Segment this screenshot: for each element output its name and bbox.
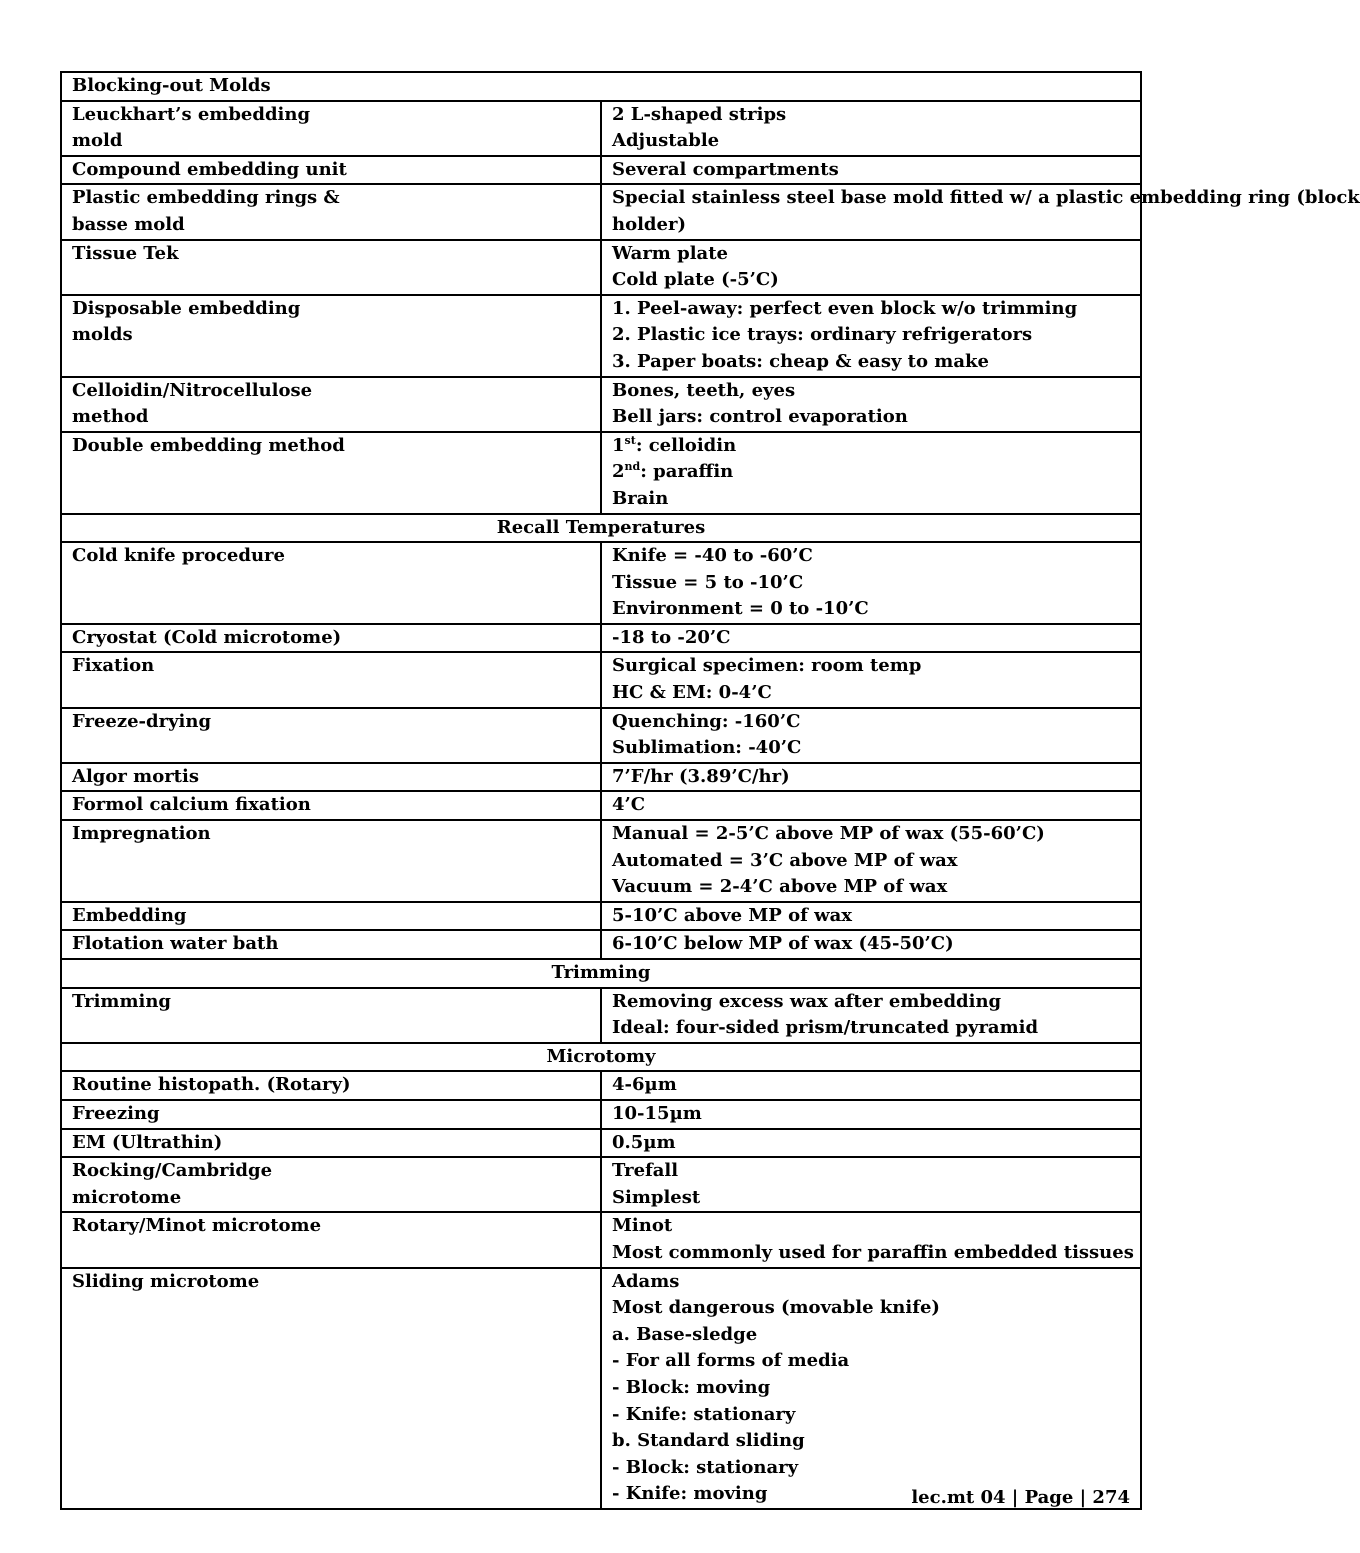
description-cell bbox=[601, 1268, 1141, 1509]
description-cell bbox=[601, 652, 1141, 707]
description-line: Environment = 0 to -10’C bbox=[612, 598, 869, 620]
term-line: Algor mortis bbox=[72, 765, 199, 787]
description-line: Trefall bbox=[612, 1160, 679, 1182]
description-line: Brain bbox=[612, 487, 669, 509]
table-row bbox=[61, 432, 1141, 514]
description-line: 10-15µm bbox=[612, 1102, 702, 1124]
table-row bbox=[61, 791, 1141, 820]
term-line: molds bbox=[72, 324, 133, 346]
description-line bbox=[612, 433, 1130, 460]
section-header-row bbox=[61, 1043, 1141, 1072]
term-cell bbox=[61, 1268, 601, 1509]
description-line: - Block: moving bbox=[612, 1376, 771, 1398]
description-cell bbox=[601, 1071, 1141, 1100]
term-line: Flotation water bath bbox=[72, 933, 279, 955]
term-line: Cryostat (Cold microtome) bbox=[72, 626, 342, 648]
description-line: Several compartments bbox=[612, 158, 839, 180]
table-row bbox=[61, 902, 1141, 931]
description-line: Removing excess wax after embedding bbox=[612, 990, 1002, 1012]
description-line: 4’C bbox=[612, 794, 646, 816]
description-line: 5-10’C above MP of wax bbox=[612, 904, 852, 926]
description-line: - Knife: stationary bbox=[612, 1403, 796, 1425]
table-row bbox=[61, 624, 1141, 653]
table-row bbox=[61, 240, 1141, 295]
description-cell bbox=[601, 820, 1141, 902]
description-line: 7’F/hr (3.89’C/hr) bbox=[612, 765, 790, 787]
term-line: Impregnation bbox=[72, 823, 211, 845]
description-cell bbox=[601, 902, 1141, 931]
description-cell bbox=[601, 432, 1141, 514]
description-line: -18 to -20’C bbox=[612, 626, 731, 648]
term-cell bbox=[61, 377, 601, 432]
description-line: Minot bbox=[612, 1215, 673, 1237]
description-line: - Knife: moving bbox=[612, 1483, 768, 1505]
ordinal-text: : celloidin bbox=[635, 434, 737, 456]
table-body bbox=[61, 72, 1360, 1509]
term-line: basse mold bbox=[72, 213, 185, 235]
description-line: Most dangerous (movable knife) bbox=[612, 1297, 940, 1319]
description-line: Bones, teeth, eyes bbox=[612, 379, 796, 401]
table-row bbox=[61, 1071, 1141, 1100]
table-row bbox=[61, 542, 1141, 624]
description-cell bbox=[601, 708, 1141, 763]
term-line: Freeze-drying bbox=[72, 710, 212, 732]
ordinal-suffix: nd bbox=[624, 460, 641, 474]
term-cell bbox=[61, 295, 601, 377]
term-cell bbox=[61, 1129, 601, 1158]
section-header: Recall Temperatures bbox=[61, 514, 1141, 543]
table-row bbox=[61, 708, 1141, 763]
term-cell bbox=[61, 101, 601, 156]
ordinal-number: 1 bbox=[612, 434, 625, 456]
term-cell bbox=[61, 240, 601, 295]
term-cell bbox=[61, 184, 601, 239]
description-line: Bell jars: control evaporation bbox=[612, 406, 908, 428]
term-cell bbox=[61, 930, 601, 959]
ordinal-suffix: st bbox=[624, 433, 636, 447]
term-cell bbox=[61, 432, 601, 514]
term-line: Double embedding method bbox=[72, 434, 345, 456]
description-line: Simplest bbox=[612, 1186, 701, 1208]
term-line: Leuckhart’s embedding bbox=[72, 103, 311, 125]
page-footer: lec.mt 04 | Page | 274 bbox=[911, 1487, 1130, 1508]
description-line: Manual = 2-5’C above MP of wax (55-60’C) bbox=[612, 823, 1045, 845]
description-line: Special stainless steel base mold fitted w/ a plastic embedding ring (block bbox=[612, 187, 1360, 209]
description-line: Automated = 3’C above MP of wax bbox=[612, 849, 958, 871]
term-cell bbox=[61, 1100, 601, 1129]
description-line: HC & EM: 0-4’C bbox=[612, 682, 772, 704]
term-cell bbox=[61, 1071, 601, 1100]
description-line: 0.5µm bbox=[612, 1131, 676, 1153]
table-row bbox=[61, 988, 1141, 1043]
table-row bbox=[61, 763, 1141, 792]
section-header: Trimming bbox=[61, 959, 1141, 988]
term-line: Disposable embedding bbox=[72, 297, 301, 319]
description-line: Sublimation: -40’C bbox=[612, 737, 802, 759]
description-cell bbox=[601, 240, 1141, 295]
term-line: Cold knife procedure bbox=[72, 545, 285, 567]
description-line: Surgical specimen: room temp bbox=[612, 655, 922, 677]
description-cell bbox=[601, 624, 1141, 653]
table-row bbox=[61, 1129, 1141, 1158]
term-line: Compound embedding unit bbox=[72, 158, 347, 180]
term-cell bbox=[61, 156, 601, 185]
term-line: microtome bbox=[72, 1186, 182, 1208]
term-line: EM (Ultrathin) bbox=[72, 1131, 223, 1153]
notes-table bbox=[60, 71, 1360, 1510]
ordinal-text: : paraffin bbox=[640, 461, 734, 483]
table-row bbox=[61, 930, 1141, 959]
table-row bbox=[61, 101, 1141, 156]
description-cell bbox=[601, 1100, 1141, 1129]
term-cell bbox=[61, 902, 601, 931]
section-header-row bbox=[61, 959, 1141, 988]
table-row bbox=[61, 1212, 1141, 1267]
table-row bbox=[61, 1157, 1141, 1212]
description-cell bbox=[601, 1129, 1141, 1158]
description-line: 2 L-shaped strips bbox=[612, 103, 787, 125]
description-line: 2. Plastic ice trays: ordinary refrigerators bbox=[612, 324, 1033, 346]
description-cell bbox=[601, 763, 1141, 792]
description-line: Most commonly used for paraffin embedded tissues bbox=[612, 1241, 1134, 1263]
ordinal-number: 2 bbox=[612, 461, 625, 483]
section-header-row bbox=[61, 514, 1141, 543]
term-cell bbox=[61, 988, 601, 1043]
description-line: 6-10’C below MP of wax (45-50’C) bbox=[612, 933, 954, 955]
term-line: Embedding bbox=[72, 904, 187, 926]
description-line: 1. Peel-away: perfect even block w/o trimming bbox=[612, 297, 1078, 319]
table-row bbox=[61, 652, 1141, 707]
description-cell bbox=[601, 156, 1141, 185]
term-line: Sliding microtome bbox=[72, 1270, 260, 1292]
term-cell bbox=[61, 763, 601, 792]
table-row bbox=[61, 156, 1141, 185]
table-title: Blocking-out Molds bbox=[61, 72, 1141, 101]
term-cell bbox=[61, 1212, 601, 1267]
description-line: Ideal: four-sided prism/truncated pyramid bbox=[612, 1017, 1039, 1039]
table-row bbox=[61, 377, 1141, 432]
title-row bbox=[61, 72, 1141, 101]
term-line: Fixation bbox=[72, 655, 155, 677]
table-row bbox=[61, 184, 1141, 239]
description-line: 4-6µm bbox=[612, 1074, 677, 1096]
term-cell bbox=[61, 791, 601, 820]
description-line: Quenching: -160’C bbox=[612, 710, 801, 732]
description-line: a. Base-sledge bbox=[612, 1323, 758, 1345]
description-line: Adjustable bbox=[612, 130, 720, 152]
term-cell bbox=[61, 708, 601, 763]
term-cell bbox=[61, 624, 601, 653]
description-line: Knife = -40 to -60’C bbox=[612, 545, 813, 567]
description-line: holder) bbox=[612, 213, 686, 235]
description-line: Tissue = 5 to -10’C bbox=[612, 571, 804, 593]
description-line: Warm plate bbox=[612, 242, 728, 264]
description-line: - For all forms of media bbox=[612, 1350, 850, 1372]
description-cell bbox=[601, 184, 1360, 239]
term-cell bbox=[61, 542, 601, 624]
term-line: Routine histopath. (Rotary) bbox=[72, 1074, 351, 1096]
table-row bbox=[61, 1100, 1141, 1129]
description-cell bbox=[601, 1212, 1141, 1267]
term-line: mold bbox=[72, 130, 123, 152]
description-line: Vacuum = 2-4’C above MP of wax bbox=[612, 876, 948, 898]
description-line: b. Standard sliding bbox=[612, 1430, 805, 1452]
term-line: Formol calcium fixation bbox=[72, 794, 311, 816]
term-line: Tissue Tek bbox=[72, 242, 179, 264]
term-line: Trimming bbox=[72, 990, 172, 1012]
description-cell bbox=[601, 1157, 1141, 1212]
description-cell bbox=[601, 930, 1141, 959]
term-cell bbox=[61, 1157, 601, 1212]
term-line: method bbox=[72, 406, 149, 428]
term-line: Celloidin/Nitrocellulose bbox=[72, 379, 313, 401]
description-cell bbox=[601, 101, 1141, 156]
term-line: Plastic embedding rings & bbox=[72, 187, 340, 209]
description-line: - Block: stationary bbox=[612, 1456, 799, 1478]
term-cell bbox=[61, 652, 601, 707]
description-line: 3. Paper boats: cheap & easy to make bbox=[612, 350, 989, 372]
term-cell bbox=[61, 820, 601, 902]
term-line: Rotary/Minot microtome bbox=[72, 1215, 322, 1237]
description-line: Cold plate (-5’C) bbox=[612, 269, 779, 291]
description-cell bbox=[601, 791, 1141, 820]
description-cell bbox=[601, 542, 1141, 624]
term-line: Freezing bbox=[72, 1102, 160, 1124]
section-header: Microtomy bbox=[61, 1043, 1141, 1072]
description-cell bbox=[601, 377, 1141, 432]
description-line: Adams bbox=[612, 1270, 680, 1292]
table-row bbox=[61, 1268, 1141, 1509]
description-cell bbox=[601, 295, 1141, 377]
table-row bbox=[61, 820, 1141, 902]
description-cell bbox=[601, 988, 1141, 1043]
term-line: Rocking/Cambridge bbox=[72, 1160, 273, 1182]
description-line bbox=[612, 459, 1130, 486]
table-row bbox=[61, 295, 1141, 377]
